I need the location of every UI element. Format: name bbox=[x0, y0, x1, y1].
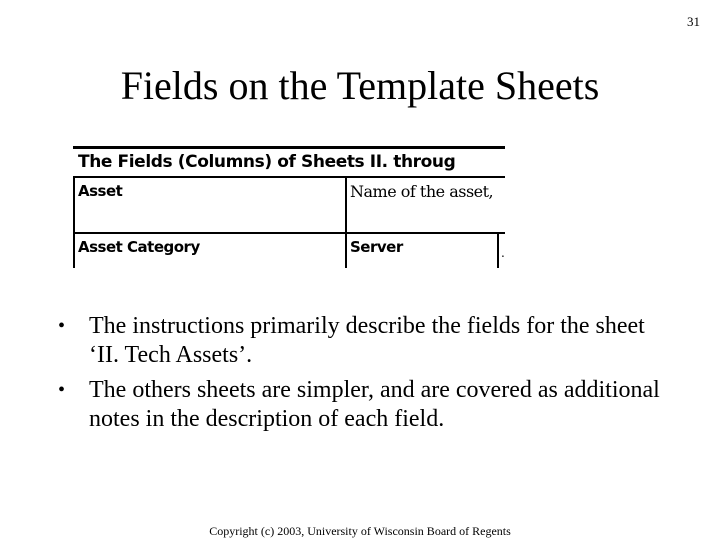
bullet-icon: • bbox=[58, 379, 66, 401]
copyright-footer: Copyright (c) 2003, University of Wisconsin Board of Regents bbox=[209, 524, 511, 538]
slide-title: Fields on the Template Sheets bbox=[120, 63, 600, 108]
column-divider-2 bbox=[497, 234, 499, 268]
row-description-server: Server bbox=[350, 238, 403, 256]
stray-mark: . bbox=[501, 246, 505, 260]
bullet-text: The others sheets are simpler, and are covered as additional notes in the description of each field. bbox=[89, 377, 660, 432]
page-number: 31 bbox=[687, 14, 700, 29]
bullet-icon: • bbox=[58, 315, 66, 337]
bullet-item bbox=[58, 376, 678, 434]
bullet-list bbox=[58, 312, 678, 440]
row-field-asset-category: Asset Category bbox=[78, 238, 200, 256]
bullet-item bbox=[58, 312, 678, 370]
table-header: The Fields (Columns) of Sheets II. throug bbox=[73, 146, 505, 176]
table-divider bbox=[73, 176, 505, 178]
table-row-divider bbox=[73, 232, 505, 234]
row-description-asset: Name of the asset, bbox=[350, 182, 494, 201]
column-divider bbox=[345, 176, 347, 268]
bullet-text: The instructions primarily describe the fields for the sheet ‘II. Tech Assets’. bbox=[89, 313, 645, 368]
fields-table-image bbox=[73, 146, 505, 268]
table-left-border bbox=[73, 176, 75, 268]
row-field-asset: Asset bbox=[78, 182, 123, 200]
